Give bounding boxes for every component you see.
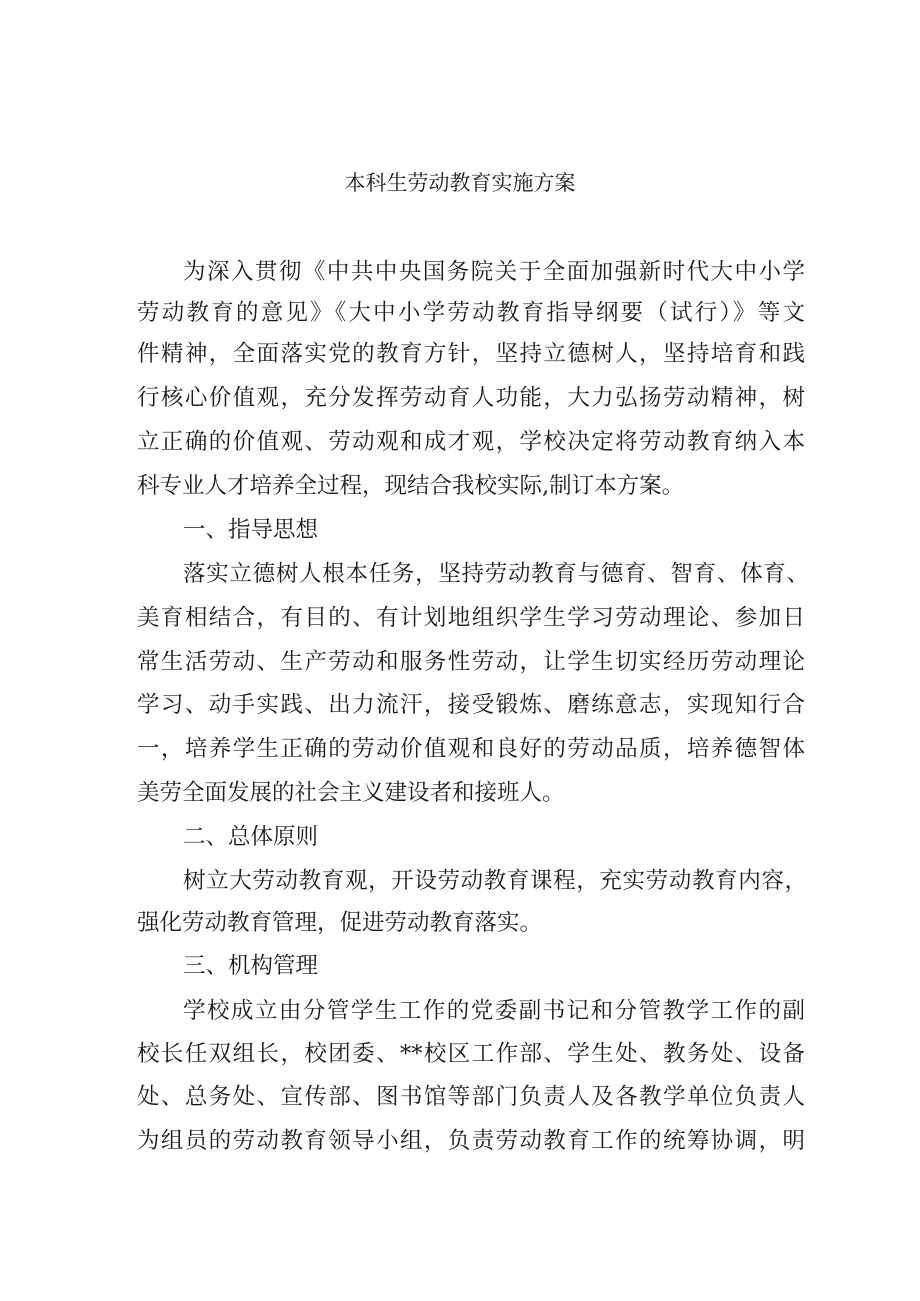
- paragraph-line: 校长任双组长，校团委、**校区工作部、学生处、教务处、设备: [137, 1041, 805, 1067]
- paragraph-line: 一，培养学生正确的劳动价值观和良好的劳动品质，培养德智体: [137, 736, 805, 762]
- document-title: 本科生劳动教育实施方案: [344, 171, 576, 195]
- paragraph-line: 树立大劳动教育观，开设劳动教育课程，充实劳动教育内容，: [183, 868, 807, 894]
- section-heading: 三、机构管理: [183, 953, 319, 979]
- paragraph-line: 美育相结合，有目的、有计划地组织学生学习劳动理论、参加日: [137, 605, 805, 631]
- intro-line: 科专业人才培养全过程，现结合我校实际,制订本方案。: [137, 473, 685, 499]
- intro-line: 件精神，全面落实党的教育方针，坚持立德树人，坚持培育和践: [137, 341, 805, 367]
- intro-line: 劳动教育的意见》《大中小学劳动教育指导纲要（试行）》等文: [137, 300, 805, 326]
- paragraph-line: 为组员的劳动教育领导小组，负责劳动教育工作的统筹协调，明: [137, 1128, 805, 1154]
- paragraph-line: 学校成立由分管学生工作的党委副书记和分管教学工作的副: [183, 998, 805, 1024]
- section-heading: 一、指导思想: [183, 517, 319, 543]
- intro-line: 立正确的价值观、劳动观和成才观，学校决定将劳动教育纳入本: [137, 429, 805, 455]
- paragraph-line: 落实立德树人根本任务，坚持劳动教育与德育、智育、体育、: [183, 561, 809, 587]
- paragraph-line: 处、总务处、宣传部、图书馆等部门负责人及各教学单位负责人: [137, 1084, 805, 1110]
- section-heading: 二、总体原则: [183, 824, 319, 850]
- intro-line: 行核心价值观，充分发挥劳动育人功能，大力弘扬劳动精神，树: [137, 385, 805, 411]
- paragraph-line: 常生活劳动、生产劳动和服务性劳动，让学生切实经历劳动理论: [137, 649, 805, 675]
- paragraph-line: 强化劳动教育管理，促进劳动教育落实。: [137, 910, 543, 936]
- intro-line: 为深入贯彻《中共中央国务院关于全面加强新时代大中小学: [183, 259, 805, 285]
- paragraph-line: 学习、动手实践、出力流汗，接受锻炼、磨练意志，实现知行合: [137, 692, 805, 718]
- paragraph-line: 美劳全面发展的社会主义建设者和接班人。: [137, 780, 565, 806]
